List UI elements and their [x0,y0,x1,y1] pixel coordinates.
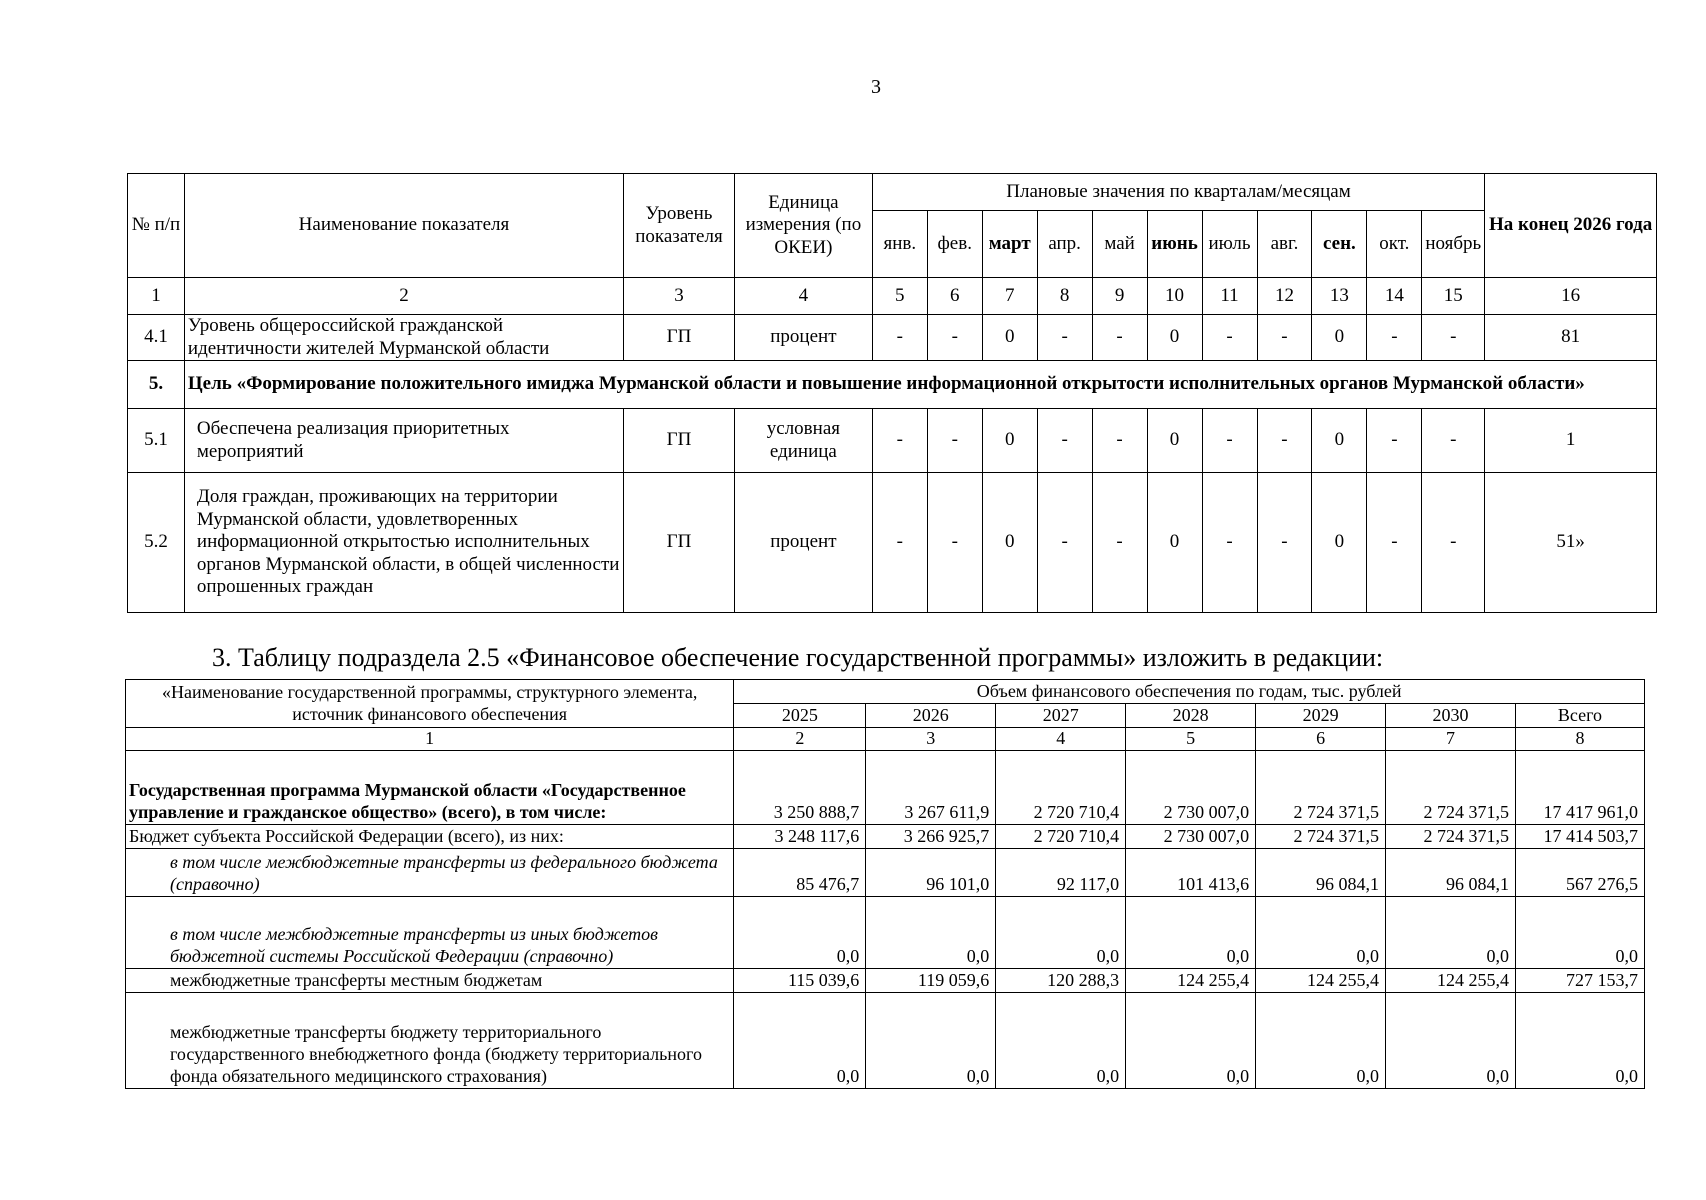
plan-value: 0 [982,473,1037,613]
column-number: 2 [184,278,623,315]
column-number: 7 [1386,728,1516,751]
amount: 2 724 371,5 [1256,824,1386,848]
column-number: 12 [1257,278,1312,315]
column-number: 8 [1037,278,1092,315]
column-number: 15 [1422,278,1485,315]
column-number: 3 [624,278,735,315]
plan-value: 0 [982,315,1037,361]
plan-value: - [1202,473,1257,613]
amount: 2 724 371,5 [1256,750,1386,824]
row-num: 4.1 [128,315,185,361]
header-month: фев. [927,211,982,278]
amount: 92 117,0 [996,848,1126,896]
indicator-level: ГП [624,409,735,473]
column-number: 8 [1515,728,1644,751]
header-source-name: «Наименование государственной программы, структурного элемента, источник финансового обеспечения [126,680,734,728]
plan-value: - [927,473,982,613]
amount: 0,0 [1256,896,1386,968]
header-num: № п/п [128,174,185,278]
header-unit: Единица измерения (по ОКЕИ) [734,174,872,278]
amount: 3 250 888,7 [734,750,866,824]
indicator-name: Обеспечена реализация приоритетных мероприятий [184,409,623,473]
indicator-level: ГП [624,315,735,361]
amount: 124 255,4 [1386,968,1516,992]
amount: 0,0 [1256,992,1386,1088]
indicator-unit: процент [734,315,872,361]
header-year: 2025 [734,704,866,728]
column-number: 2 [734,728,866,751]
plan-value: 0 [1147,315,1202,361]
header-month: апр. [1037,211,1092,278]
amount-total: 0,0 [1515,992,1644,1088]
column-number: 4 [996,728,1126,751]
plan-value: - [1367,315,1422,361]
header-plan-group: Плановые значения по кварталам/месяцам [872,174,1484,211]
header-year: 2028 [1126,704,1256,728]
plan-value: - [872,315,927,361]
amount: 3 266 925,7 [866,824,996,848]
amount: 96 084,1 [1256,848,1386,896]
amount: 0,0 [866,896,996,968]
plan-value: - [1037,315,1092,361]
page-number: 3 [871,76,881,98]
plan-value: 0 [1147,409,1202,473]
source-name: в том числе межбюджетные трансферты из федерального бюджета (справочно) [126,848,734,896]
amount: 0,0 [1126,992,1256,1088]
amount: 2 730 007,0 [1126,750,1256,824]
header-month: сен. [1312,211,1367,278]
amount: 124 255,4 [1126,968,1256,992]
header-year: 2030 [1386,704,1516,728]
column-number: 11 [1202,278,1257,315]
finance-table [125,679,1645,1089]
source-name: Бюджет субъекта Российской Федерации (всего), из них: [126,824,734,848]
row-num: 5.1 [128,409,185,473]
plan-value: - [872,473,927,613]
header-total: Всего [1515,704,1644,728]
amount: 120 288,3 [996,968,1126,992]
amount: 0,0 [996,992,1126,1088]
plan-value: - [1092,409,1147,473]
plan-value: 0 [982,409,1037,473]
column-number: 5 [1126,728,1256,751]
header-month: окт. [1367,211,1422,278]
amount: 2 720 710,4 [996,824,1126,848]
table-row [126,824,1645,848]
header-end-of-year: На конец 2026 года [1485,174,1657,278]
amount: 0,0 [996,896,1126,968]
plan-value: - [1202,315,1257,361]
goal-row [128,361,1657,409]
end-value: 1 [1485,409,1657,473]
indicator-level: ГП [624,473,735,613]
table-row [128,409,1657,473]
column-number: 10 [1147,278,1202,315]
amount-total: 567 276,5 [1515,848,1644,896]
header-month: янв. [872,211,927,278]
program-name: Государственная программа Мурманской области «Государственное управление и гражданское общество» (всего), в том числе: [126,750,734,824]
plan-value: - [1257,409,1312,473]
goal-text: Цель «Формирование положительного имиджа Мурманской области и повышение информационной открытости исполнительных органов Мурманской области» [184,361,1656,409]
table-row [126,750,1645,824]
amount: 2 724 371,5 [1386,824,1516,848]
column-number: 1 [126,728,734,751]
amount: 0,0 [866,992,996,1088]
header-month: июль [1202,211,1257,278]
amount: 85 476,7 [734,848,866,896]
column-number: 5 [872,278,927,315]
table-row [128,315,1657,361]
section-heading: 3. Таблицу подраздела 2.5 «Финансовое обеспечение государственной программы» изложить в редакции: [212,643,1384,672]
amount: 0,0 [734,896,866,968]
column-number: 13 [1312,278,1367,315]
plan-value: - [1092,315,1147,361]
plan-value: - [1257,315,1312,361]
amount: 119 059,6 [866,968,996,992]
header-month: март [982,211,1037,278]
plan-value: - [1092,473,1147,613]
amount: 3 267 611,9 [866,750,996,824]
plan-value: - [1037,409,1092,473]
column-number-row [128,278,1657,315]
indicators-table [127,173,1657,613]
header-month: ноябрь [1422,211,1485,278]
table-row [126,968,1645,992]
amount: 0,0 [734,992,866,1088]
column-number: 9 [1092,278,1147,315]
amount-total: 17 414 503,7 [1515,824,1644,848]
header-month: авг. [1257,211,1312,278]
column-number: 6 [1256,728,1386,751]
plan-value: - [927,315,982,361]
amount: 96 101,0 [866,848,996,896]
table-row [126,848,1645,896]
plan-value: - [927,409,982,473]
indicator-name: Уровень общероссийской гражданской идентичности жителей Мурманской области [184,315,623,361]
column-number: 1 [128,278,185,315]
plan-value: - [1422,473,1485,613]
table-row [126,896,1645,968]
plan-value: - [1037,473,1092,613]
header-year: 2027 [996,704,1126,728]
amount-total: 0,0 [1515,896,1644,968]
amount: 115 039,6 [734,968,866,992]
column-number: 7 [982,278,1037,315]
header-year: 2026 [866,704,996,728]
column-number: 3 [866,728,996,751]
amount-total: 727 153,7 [1515,968,1644,992]
amount: 2 730 007,0 [1126,824,1256,848]
row-num: 5.2 [128,473,185,613]
column-number: 6 [927,278,982,315]
amount: 96 084,1 [1386,848,1516,896]
plan-value: - [1367,409,1422,473]
plan-value: 0 [1147,473,1202,613]
plan-value: 0 [1312,473,1367,613]
plan-value: 0 [1312,315,1367,361]
column-number: 4 [734,278,872,315]
source-name: межбюджетные трансферты бюджету территориального государственного внебюджетного фонда (бюджету территориального фонда обязательного медицинского страхования) [126,992,734,1088]
end-value: 81 [1485,315,1657,361]
plan-value: - [872,409,927,473]
amount: 0,0 [1126,896,1256,968]
column-number: 16 [1485,278,1657,315]
header-month: май [1092,211,1147,278]
table-row [128,473,1657,613]
amount: 3 248 117,6 [734,824,866,848]
header-name: Наименование показателя [184,174,623,278]
amount: 2 720 710,4 [996,750,1126,824]
header-volume: Объем финансового обеспечения по годам, тыс. рублей [734,680,1645,704]
plan-value: - [1422,315,1485,361]
amount: 0,0 [1386,992,1516,1088]
header-month: июнь [1147,211,1202,278]
amount: 124 255,4 [1256,968,1386,992]
indicator-unit: процент [734,473,872,613]
amount: 2 724 371,5 [1386,750,1516,824]
row-num: 5. [128,361,185,409]
table-row [126,992,1645,1088]
indicator-name: Доля граждан, проживающих на территории Мурманской области, удовлетворенных информационной открытостью исполнительных органов Мурманской области, в общей численности опрошенных граждан [184,473,623,613]
source-name: в том числе межбюджетные трансферты из иных бюджетов бюджетной системы Российской Федерации (справочно) [126,896,734,968]
plan-value: - [1367,473,1422,613]
amount: 101 413,6 [1126,848,1256,896]
indicator-unit: условная единица [734,409,872,473]
amount-total: 17 417 961,0 [1515,750,1644,824]
column-number: 14 [1367,278,1422,315]
plan-value: - [1202,409,1257,473]
header-year: 2029 [1256,704,1386,728]
header-level: Уровень показателя [624,174,735,278]
plan-value: - [1257,473,1312,613]
end-value: 51» [1485,473,1657,613]
amount: 0,0 [1386,896,1516,968]
column-number-row [126,728,1645,751]
plan-value: - [1422,409,1485,473]
plan-value: 0 [1312,409,1367,473]
source-name: межбюджетные трансферты местным бюджетам [126,968,734,992]
